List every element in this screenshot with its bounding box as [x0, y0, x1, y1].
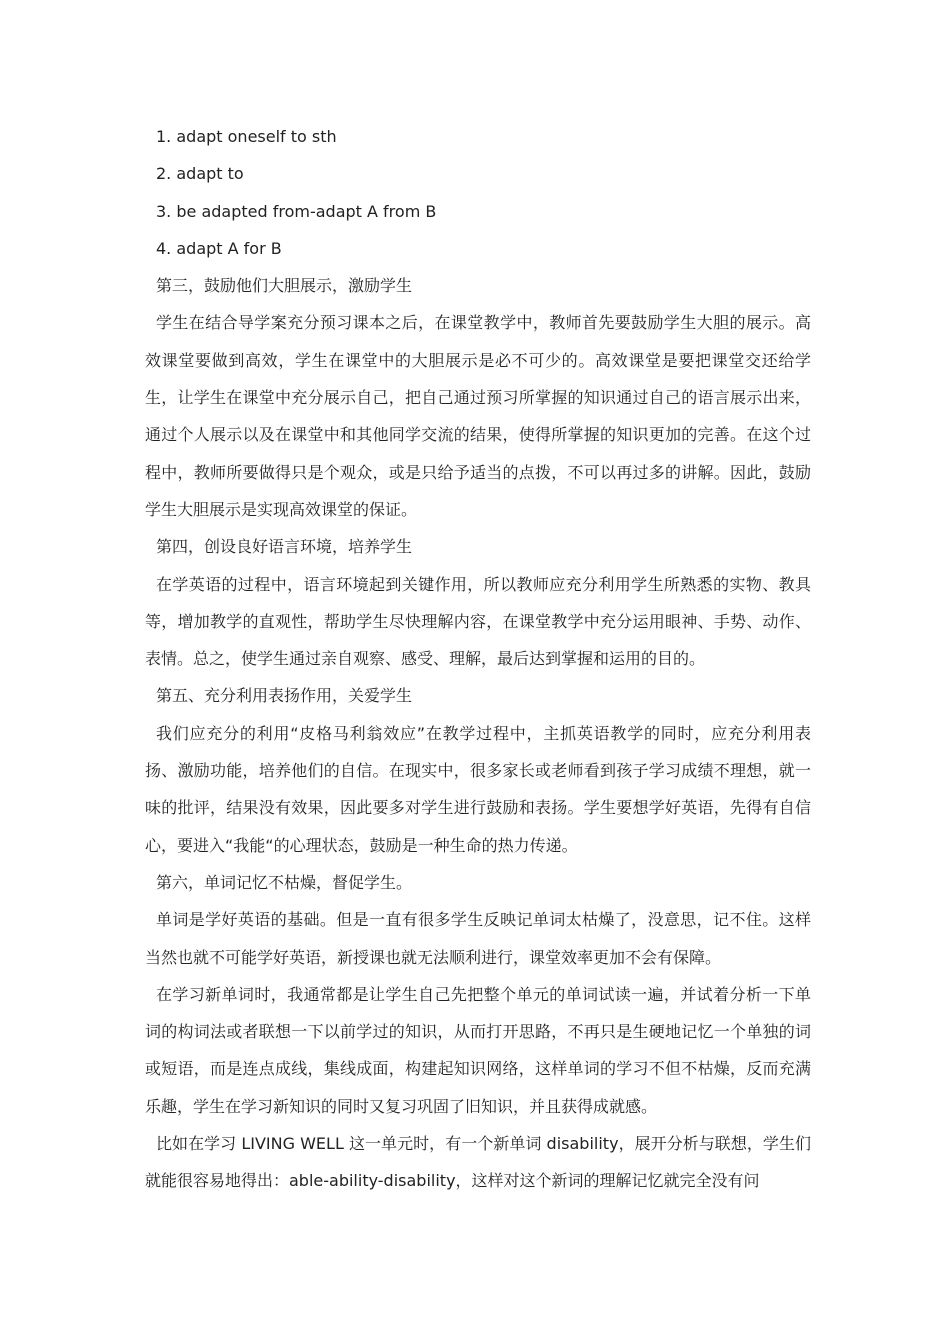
section-heading: 第三，鼓励他们大胆展示，激励学生 — [156, 276, 413, 296]
section-heading: 第六，单词记忆不枯燥，督促学生。 — [156, 872, 413, 892]
section-heading: 第四，创设良好语言环境，培养学生 — [156, 537, 413, 557]
list-item: 1. adapt oneself to sth — [156, 127, 337, 146]
list-item: 4. adapt A for B — [156, 238, 282, 258]
paragraph: 在学英语的过程中，语言环境起到关键作用，所以教师应充分利用学生所熟悉的实物、教具等，增加教学的直观性，帮助学生尽快理解内容，在课堂教学中充分运用眼神、手势、动作、表情。总之，使学生通过亲自观察、感受、理解，最后达到掌握和运用的目的。 — [145, 574, 811, 669]
paragraph: 单词是学好英语的基础。但是一直有很多学生反映记单词太枯燥了，没意思，记不住。这样当然也就不可能学好英语，新授课也就无法顺利进行，课堂效率更加不会有保障。 — [145, 910, 811, 967]
paragraph: 学生在结合导学案充分预习课本之后，在课堂教学中，教师首先要鼓励学生大胆的展示。高效课堂要做到高效，学生在课堂中的大胆展示是必不可少的。高效课堂是要把课堂交还给学生，让学生在课堂中充分展示自己，把自己通过预习所掌握的知识通过自己的语言展示出来，通过个人展示以及在课堂中和其他同学交流的结果，使得所掌握的知识更加的完善。在这个过程中，教师所要做得只是个观众，或是只给予适当的点拨，不可以再过多的讲解。因此，鼓励学生大胆展示是实现高效课堂的保证。 — [145, 313, 811, 519]
document-page — [145, 118, 811, 1200]
paragraph: 在学习新单词时，我通常都是让学生自己先把整个单元的单词试读一遍，并试着分析一下单词的构词法或者联想一下以前学过的知识，从而打开思路，不再只是生硬地记忆一个单独的词或短语，而是连点成线，集线成面，构建起知识网络，这样单词的学习不但不枯燥，反而充满乐趣，学生在学习新知识的同时又复习巩固了旧知识，并且获得成就感。 — [145, 984, 811, 1116]
paragraph: 我们应充分的利用“皮格马利翁效应”在教学过程中，主抓英语教学的同时，应充分利用表扬、激励功能，培养他们的自信。在现实中，很多家长或老师看到孩子学习成绩不理想，就一味的批评，结果没有效果，因此要多对学生进行鼓励和表扬。学生要想学好英语，先得有自信心，要进入“我能“的心理状态，鼓励是一种生命的热力传递。 — [145, 723, 811, 855]
paragraph: 比如在学习 LIVING WELL 这一单元时，有一个新单词 disability，展开分析与联想，学生们就能很容易地得出：able-ability-disability，这样对这个新词的理解记忆就完全没有问 — [145, 1134, 811, 1191]
list-item: 3. be adapted from-adapt A from B — [156, 201, 437, 221]
section-heading: 第五、充分利用表扬作用，关爱学生 — [156, 686, 413, 706]
list-item: 2. adapt to — [156, 164, 244, 184]
